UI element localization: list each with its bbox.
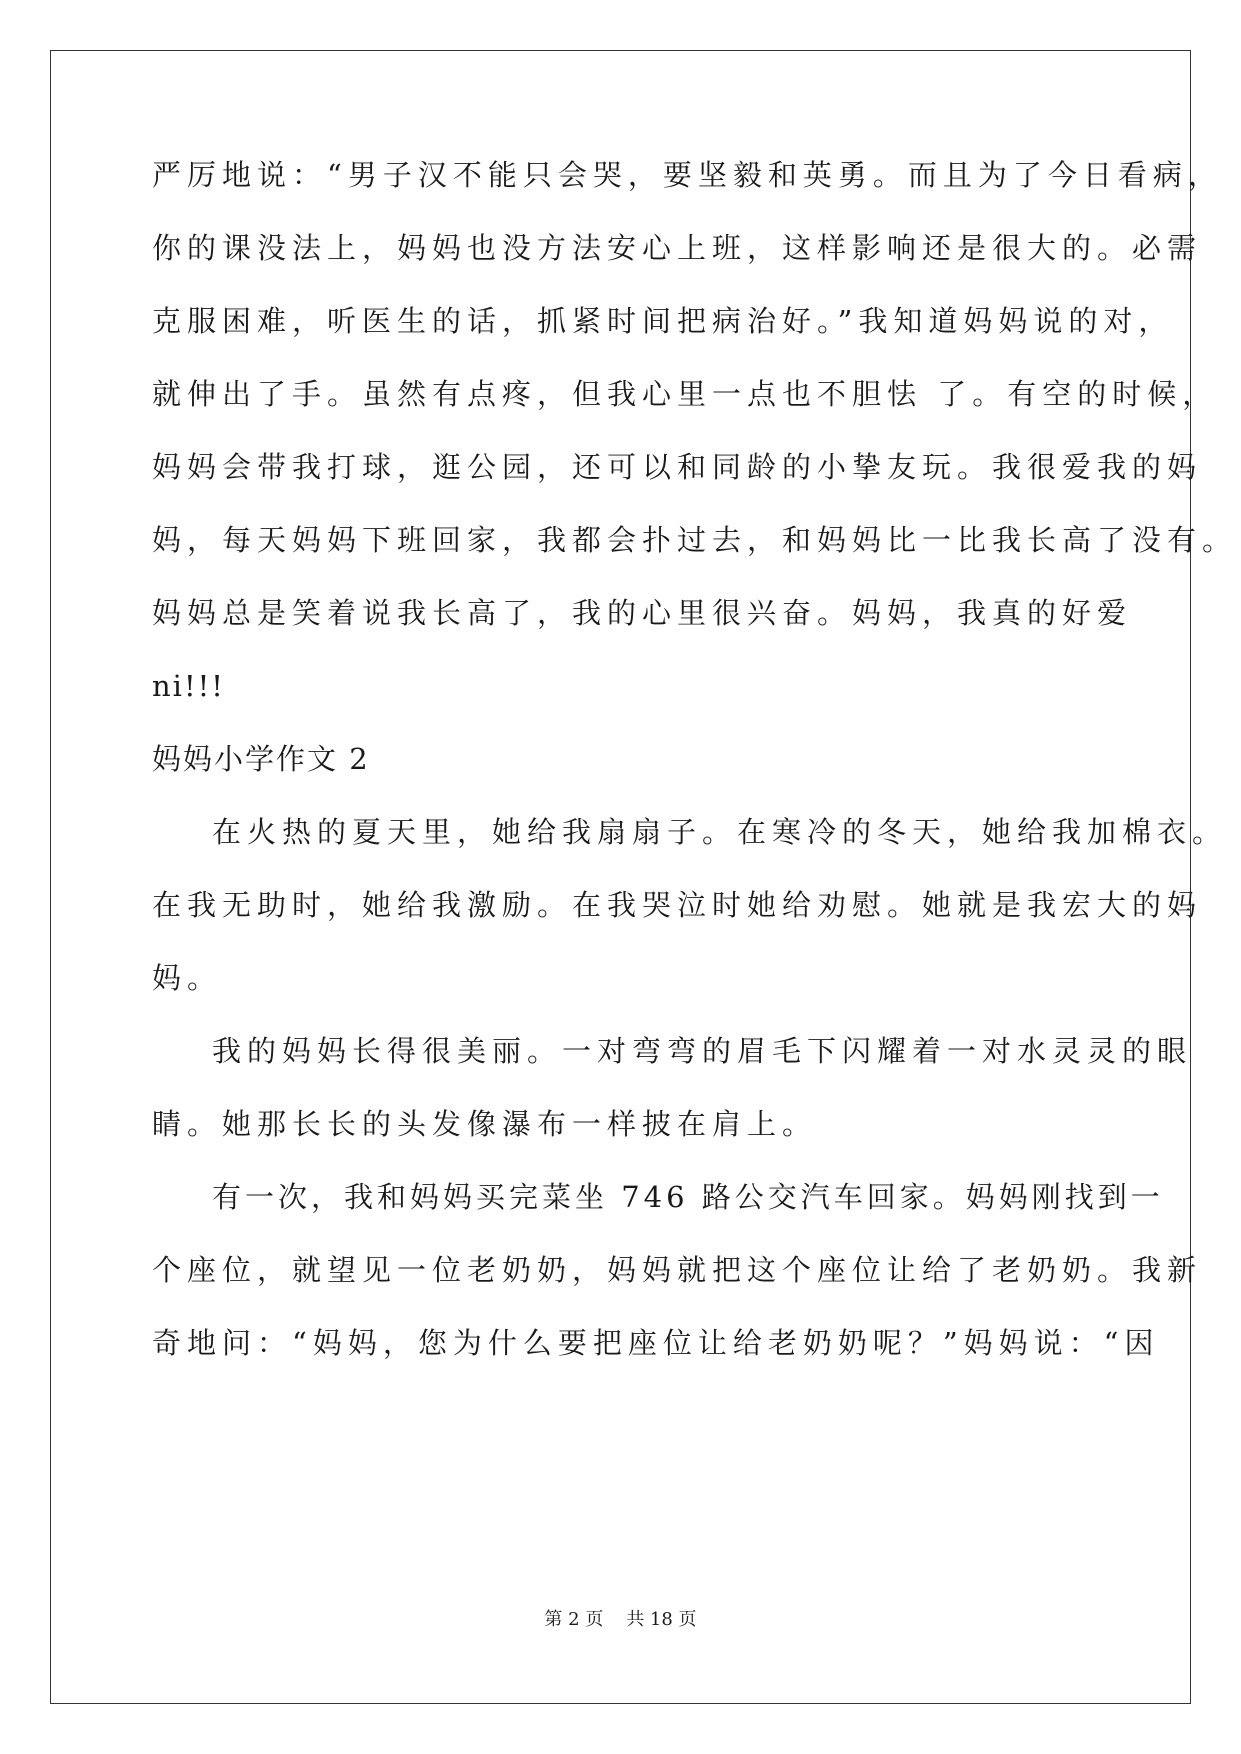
text-line: 妈妈会带我打球，逛公园，还可以和同龄的小挚友玩。我很爱我的妈	[152, 450, 1203, 484]
page-frame	[50, 50, 1191, 1704]
text-line: 我的妈妈长得很美丽。一对弯弯的眉毛下闪耀着一对水灵灵的眼	[212, 1034, 1193, 1068]
text-line: 奇地问：“妈妈，您为什么要把座位让给老奶奶呢？”妈妈说：“因	[152, 1326, 1160, 1360]
text-line: ni!!!	[152, 669, 225, 703]
text-line: 个座位，就望见一位老奶奶，妈妈就把这个座位让给了老奶奶。我新	[152, 1253, 1203, 1287]
text-line: 在我无助时，她给我激励。在我哭泣时她给劝慰。她就是我宏大的妈	[152, 888, 1203, 922]
text-line: 你的课没法上，妈妈也没方法安心上班，这样影响还是很大的。必需	[152, 231, 1203, 265]
text-line: 妈。	[152, 961, 223, 995]
text-line: 睛。她那长长的头发像瀑布一样披在肩上。	[152, 1107, 818, 1141]
page-number-footer: 第 2 页 共 18 页	[544, 1609, 697, 1630]
text-line: 克服困难，听医生的话，抓紧时间把病治好。”我知道妈妈说的对，	[152, 304, 1174, 338]
text-line: 严厉地说：“男子汉不能只会哭，要坚毅和英勇。而且为了今日看病，	[152, 158, 1223, 192]
text-line: 在火热的夏天里，她给我扇扇子。在寒冷的冬天，她给我加棉衣。	[212, 815, 1228, 849]
text-line: 有一次，我和妈妈买完菜坐 746 路公交汽车回家。妈妈刚找到一	[212, 1180, 1164, 1214]
text-line: 妈妈总是笑着说我长高了，我的心里很兴奋。妈妈，我真的好爱	[152, 596, 1133, 630]
section-heading: 妈妈小学作文 2	[152, 742, 370, 776]
text-line: 就伸出了手。虽然有点疼，但我心里一点也不胆怯 了。有空的时候，	[152, 377, 1218, 411]
text-line: 妈，每天妈妈下班回家，我都会扑过去，和妈妈比一比我长高了没有。	[152, 523, 1238, 557]
